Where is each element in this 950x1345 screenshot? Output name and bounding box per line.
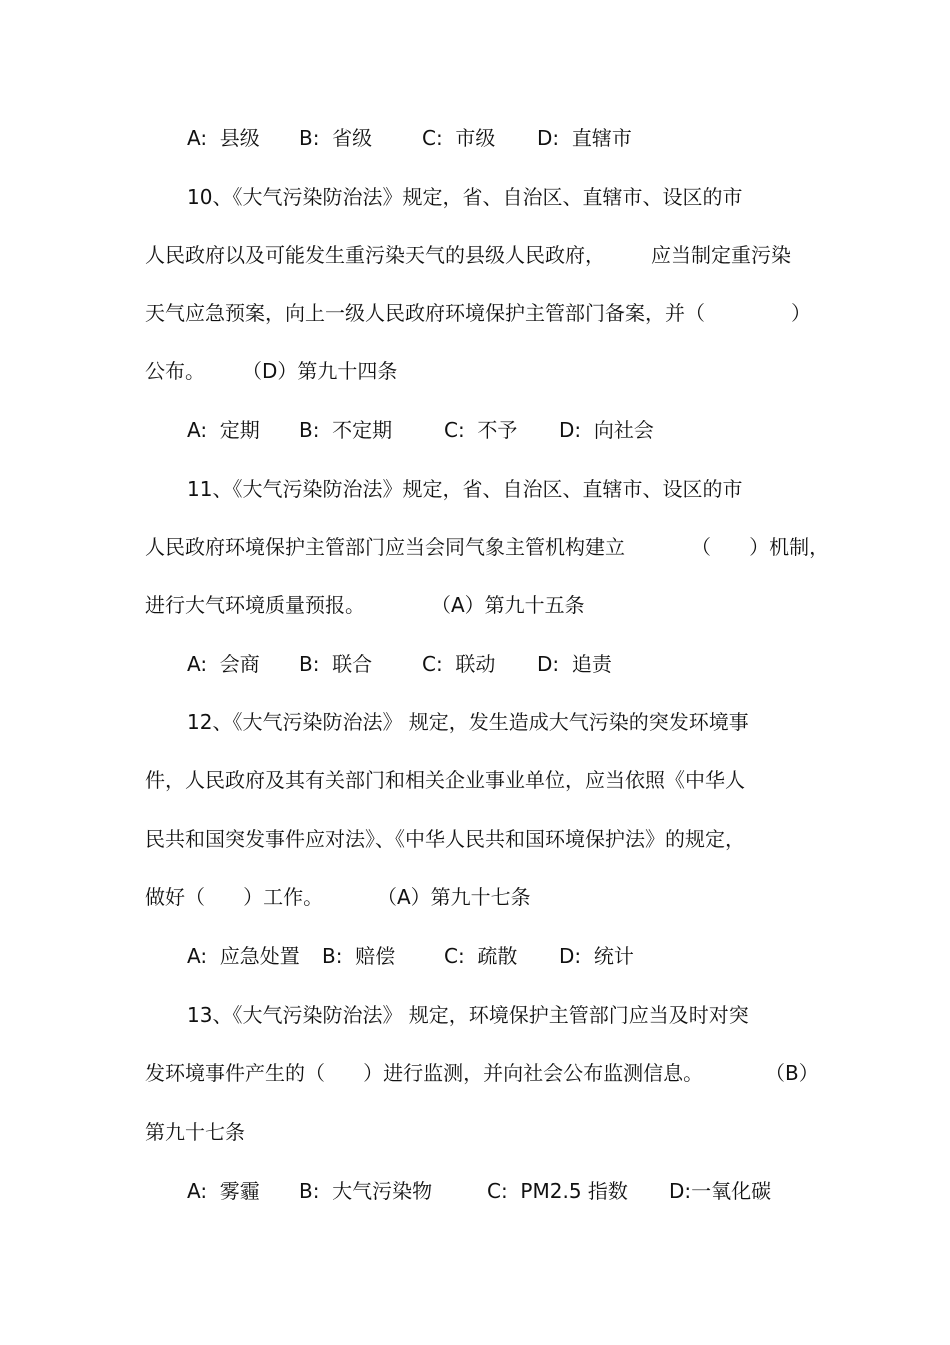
- question-10-line-3: 天气应急预案，向上一级人民政府环境保护主管部门备案，并（ ）: [145, 301, 811, 325]
- option-d: D: 追责: [537, 652, 612, 676]
- option-a: A: 雾霾: [187, 1179, 260, 1203]
- question-13-line-1: 13、《大气污染防治法》 规定，环境保护主管部门应当及时对突: [187, 1003, 749, 1027]
- question-13-line-3: 第九十七条: [145, 1120, 245, 1144]
- question-11-line-2: 人民政府环境保护主管部门应当会同气象主管机构建立 （ ）机制，: [145, 535, 830, 559]
- question-11-line-3: 进行大气环境质量预报。 （A）第九十五条: [145, 593, 585, 617]
- option-d: D: 统计: [559, 944, 634, 968]
- options-row-q12: [187, 942, 867, 970]
- option-a: A: 会商: [187, 652, 260, 676]
- option-b: B: 省级: [299, 126, 373, 150]
- question-11-line-1: 11、《大气污染防治法》规定，省、自治区、直辖市、设区的市: [187, 477, 743, 501]
- question-13-line-2: 发环境事件产生的（ ）进行监测，并向社会公布监测信息。 （B）: [145, 1061, 819, 1085]
- question-12-line-1: 12、《大气污染防治法》 规定，发生造成大气污染的突发环境事: [187, 710, 749, 734]
- question-12-line-3: 民共和国突发事件应对法》、《中华人民共和国环境保护法》的规定，: [145, 827, 745, 851]
- option-a: A: 应急处置: [187, 944, 300, 968]
- option-c: C: 市级: [422, 126, 496, 150]
- option-b: B: 联合: [299, 652, 373, 676]
- option-b: B: 大气污染物: [299, 1179, 433, 1203]
- question-10-line-4: 公布。 （D）第九十四条: [145, 359, 398, 383]
- option-c: C: 联动: [422, 652, 496, 676]
- answer-reference: （A）第九十五条: [431, 593, 585, 617]
- option-c: C: 不予: [444, 418, 518, 442]
- option-b: B: 赔偿: [322, 944, 396, 968]
- option-c: C: 疏散: [444, 944, 518, 968]
- answer-reference: （A）第九十七条: [377, 885, 531, 909]
- option-a: A: 县级: [187, 126, 260, 150]
- options-row-q11: [187, 650, 867, 678]
- answer-reference: （D）第九十四条: [242, 359, 398, 383]
- question-12-line-2: 件，人民政府及其有关部门和相关企业事业单位，应当依照《中华人: [145, 768, 745, 792]
- option-d: D:一氧化碳: [669, 1179, 772, 1203]
- option-a: A: 定期: [187, 418, 260, 442]
- options-row-q13: [187, 1177, 867, 1205]
- options-row-q9: [187, 124, 867, 152]
- option-d: D: 向社会: [559, 418, 654, 442]
- options-row-q10: [187, 416, 867, 444]
- option-d: D: 直辖市: [537, 126, 632, 150]
- question-10-line-1: 10、《大气污染防治法》规定，省、自治区、直辖市、设区的市: [187, 185, 743, 209]
- answer-reference: （B）: [765, 1061, 819, 1085]
- question-10-line-2: 人民政府以及可能发生重污染天气的县级人民政府， 应当制定重污染: [145, 243, 791, 267]
- question-12-line-4: 做好（ ）工作。 （A）第九十七条: [145, 885, 531, 909]
- option-b: B: 不定期: [299, 418, 393, 442]
- option-c: C: PM2.5 指数: [487, 1179, 628, 1203]
